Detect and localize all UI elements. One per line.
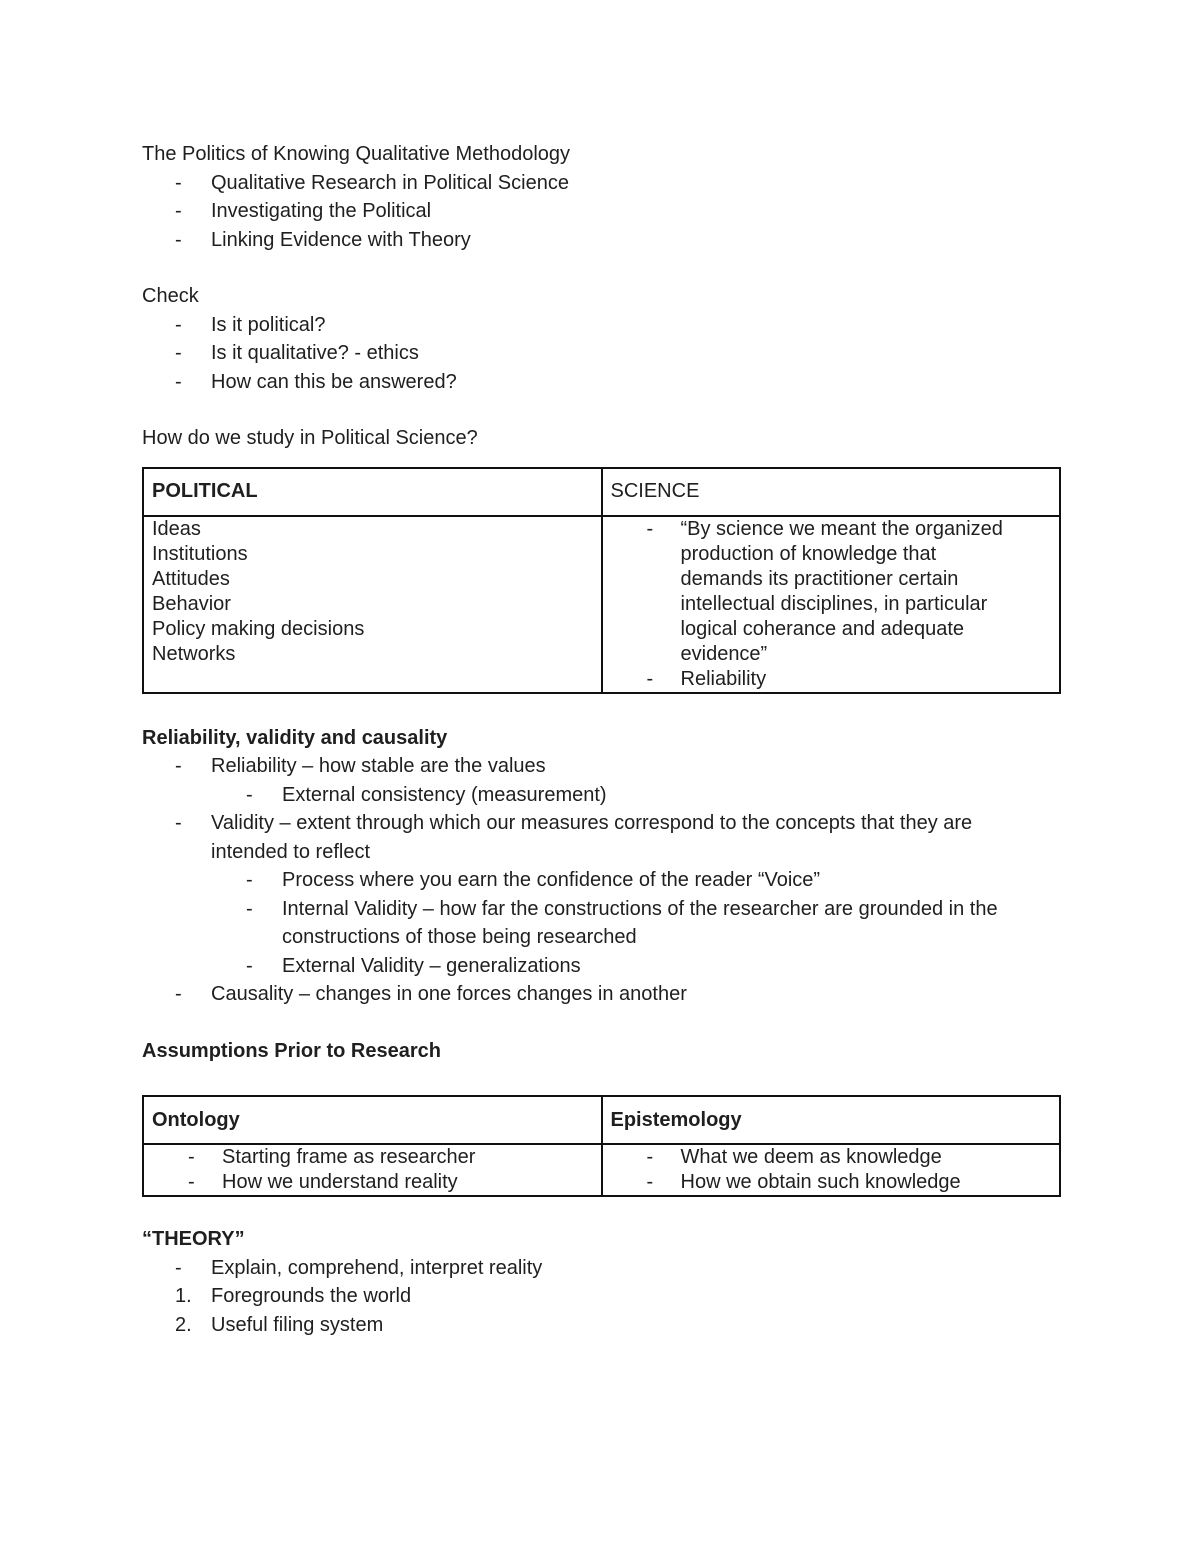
- theory-numbered-item: 1. Foregrounds the world: [142, 1282, 1062, 1311]
- dash-marker: -: [646, 517, 654, 540]
- science-quote: - “By science we meant the organized production of knowledge that demands its practitioner certain intellectual disciplines, in particular logical coherance and adequate evidence”: [646, 517, 1003, 665]
- study-question: How do we study in Political Science?: [142, 427, 478, 449]
- ontology-header: Ontology: [143, 1096, 602, 1144]
- reliability-item: - Reliability – how stable are the values: [142, 752, 1062, 781]
- ontology-item: - Starting frame as researcher: [188, 1146, 476, 1168]
- science-item: - Reliability: [646, 667, 767, 690]
- check-item: - Is it qualitative? - ethics: [142, 339, 1062, 368]
- intro-item: - Investigating the Political: [142, 197, 1062, 226]
- check-heading: Check: [142, 285, 199, 307]
- dash-marker: -: [646, 1146, 654, 1168]
- check-item: - Is it political?: [142, 311, 1062, 340]
- dash-marker: -: [188, 1146, 195, 1168]
- political-item: Policy making decisions: [152, 617, 365, 640]
- document-title: The Politics of Knowing Qualitative Methodology: [142, 143, 571, 165]
- political-cell: [143, 516, 602, 693]
- epistemology-cell: [602, 1144, 1061, 1196]
- political-item: Attitudes: [152, 567, 230, 590]
- dash-marker: -: [175, 171, 182, 194]
- epistemology-item: - What we deem as knowledge: [646, 1146, 942, 1168]
- dash-marker: -: [246, 869, 253, 891]
- dash-marker: -: [246, 897, 253, 920]
- assumptions-heading: Assumptions Prior to Research: [142, 1039, 441, 1062]
- number-marker: 1.: [175, 1285, 192, 1307]
- dash-marker: -: [175, 1256, 182, 1279]
- check-item: - How can this be answered?: [142, 368, 1062, 397]
- dash-marker: -: [175, 342, 182, 364]
- validity-item: - Validity – extent through which our measures correspond to the concepts that they are intended to reflect: [142, 809, 1062, 866]
- epistemology-header: Epistemology: [602, 1096, 1061, 1144]
- dash-marker: -: [175, 200, 182, 222]
- political-science-table: [142, 467, 1061, 694]
- validity-subitem: - External Validity – generalizations: [142, 952, 1062, 981]
- intro-item: - Linking Evidence with Theory: [142, 226, 1062, 255]
- validity-subitem: - Internal Validity – how far the constructions of the researcher are grounded in the constructions of those being researched: [142, 895, 1062, 952]
- political-item: Networks: [152, 642, 236, 665]
- theory-heading: “THEORY”: [142, 1228, 245, 1250]
- causality-item: - Causality – changes in one forces changes in another: [142, 980, 1062, 1009]
- dash-marker: -: [188, 1171, 195, 1193]
- science-header: SCIENCE: [602, 468, 1061, 516]
- assumptions-table: [142, 1095, 1061, 1197]
- ontology-cell: [143, 1144, 602, 1196]
- science-cell: [602, 516, 1061, 693]
- political-item: Institutions: [152, 542, 248, 565]
- epistemology-item: - How we obtain such knowledge: [646, 1171, 961, 1193]
- dash-marker: -: [175, 313, 182, 336]
- dash-marker: -: [646, 1171, 654, 1193]
- theory-item: - Explain, comprehend, interpret reality: [142, 1254, 1062, 1283]
- dash-marker: -: [175, 983, 182, 1005]
- dash-marker: -: [175, 812, 182, 834]
- dash-marker: -: [246, 954, 253, 977]
- dash-marker: -: [646, 667, 654, 690]
- dash-marker: -: [246, 783, 253, 806]
- political-item: Behavior: [152, 592, 231, 615]
- number-marker: 2.: [175, 1313, 192, 1336]
- reliability-heading: Reliability, validity and causality: [142, 726, 448, 749]
- political-header: POLITICAL: [143, 468, 602, 516]
- reliability-subitem: - External consistency (measurement): [142, 781, 1062, 810]
- dash-marker: -: [175, 228, 182, 251]
- dash-marker: -: [175, 370, 182, 393]
- document-page: [142, 140, 1062, 1339]
- ontology-item: - How we understand reality: [188, 1171, 458, 1193]
- validity-subitem: - Process where you earn the confidence of the reader “Voice”: [142, 866, 1062, 895]
- intro-item: - Qualitative Research in Political Science: [142, 169, 1062, 198]
- political-item: Ideas: [152, 517, 201, 540]
- dash-marker: -: [175, 755, 182, 777]
- theory-numbered-item: 2. Useful filing system: [142, 1311, 1062, 1340]
